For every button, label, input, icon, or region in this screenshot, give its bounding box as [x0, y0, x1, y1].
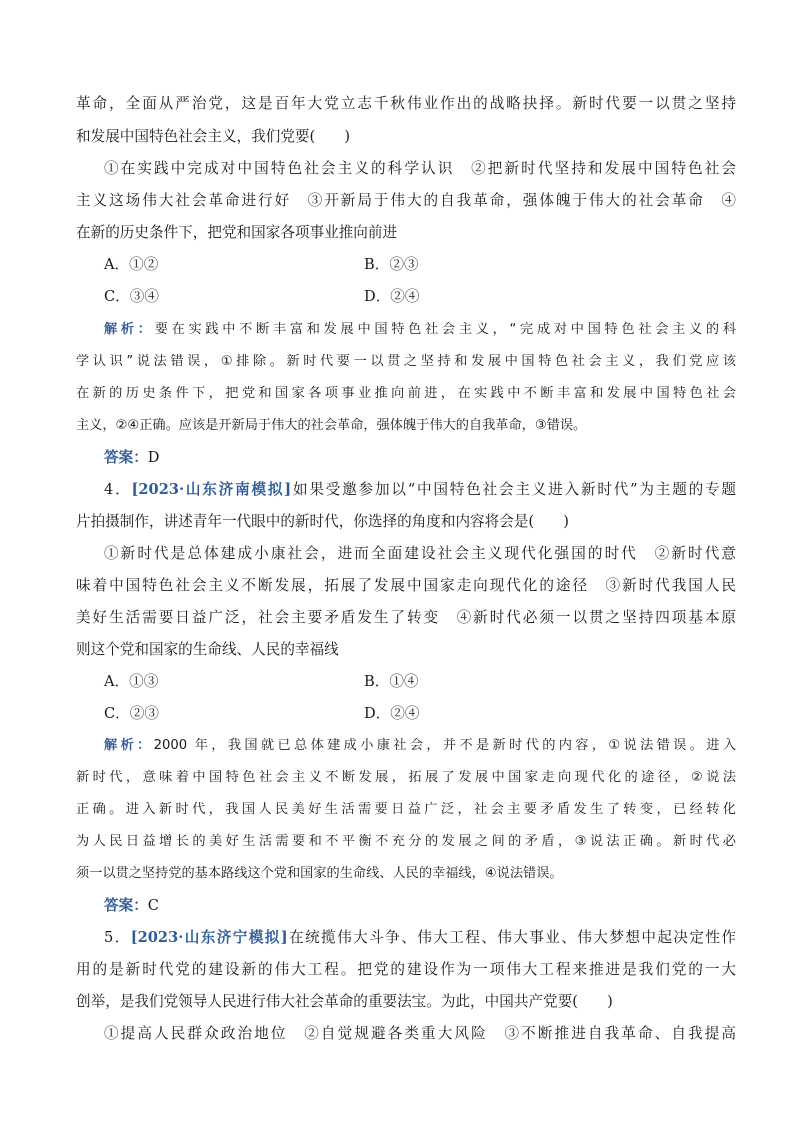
q4-analysis-line: 正确。进入新时代，我国人民美好生活需要日益广泛，社会主要矛盾发生了转变，已经转化: [76, 802, 736, 817]
question-stem: 如果受邀参加以“中国特色社会主义进入新时代”为主题的专题: [291, 481, 736, 498]
q5-items-line: ①提高人民群众政治地位 ②自觉规避各类重大风险 ③不断推进自我革命、自我提高: [104, 1025, 736, 1042]
q3-stem-line: 和发展中国特色社会主义，我们党要( ): [76, 128, 351, 145]
q3-analysis-line: 学认识”说法错误，①排除。新时代要一以贯之坚持和发展中国特色社会主义，我们党应该: [76, 354, 736, 369]
q5-stem-line: 创举，是我们党领导人民进行伟大社会革命的重要法宝。为此，中国共产党要( ): [76, 993, 613, 1010]
analysis-label: 解析：: [104, 322, 155, 337]
analysis-text: 2000 年，我国就已总体建成小康社会，并不是新时代的内容，①说法错误。进入: [153, 738, 736, 753]
q4-items-line: 美好生活需要日益广泛，社会主要矛盾发生了转变 ④新时代必须一以贯之坚持四项基本原: [76, 609, 736, 626]
q5-stem-line: 用的是新时代党的建设新的伟大工程。把党的建设作为一项伟大工程来推进是我们党的一大: [76, 961, 736, 978]
q4-items-line: ①新时代是总体建成小康社会，进而全面建设社会主义现代化强国的时代 ②新时代意: [104, 545, 736, 562]
question-number: 4．: [104, 481, 132, 498]
question-number: 5．: [104, 929, 131, 946]
q3-analysis-line: 在新的历史条件下，把党和国家各项事业推向前进，在实践中不断丰富和发展中国特色社会: [76, 386, 736, 401]
q3-analysis-line: 主义，②④正确。应该是开新局于伟大的社会革命，强体魄于伟大的自我革命，③错误。: [76, 418, 587, 433]
q4-stem-line: [104, 480, 736, 500]
q4-answer: [104, 896, 159, 916]
q3-option-a: A．①②: [104, 256, 159, 273]
q3-option-d: D．②④: [364, 288, 420, 305]
q4-items-line: 则这个党和国家的生命线、人民的幸福线: [76, 641, 339, 658]
q4-analysis-line: 为人民日益增长的美好生活需要和不平衡不充分的发展之间的矛盾，③说法正确。新时代必: [76, 834, 736, 849]
q5-stem-line: [104, 928, 736, 948]
q4-option-c: C．②③: [104, 705, 159, 722]
q3-items-line: 在新的历史条件下，把党和国家各项事业推向前进: [76, 224, 398, 241]
analysis-text: 要在实践中不断丰富和发展中国特色社会主义，“完成对中国特色社会主义的科: [154, 322, 736, 337]
question-stem: 在统揽伟大斗争、伟大工程、伟大事业、伟大梦想中起决定性作: [287, 929, 736, 946]
q3-items-line: 主义这场伟大社会革命进行好 ③开新局于伟大的自我革命，强体魄于伟大的社会革命 ④: [76, 192, 736, 209]
q3-stem-line: 革命，全面从严治党，这是百年大党立志千秋伟业作出的战略抉择。新时代要一以贯之坚持: [76, 95, 736, 112]
answer-value: D: [147, 449, 160, 466]
q3-option-c: C．③④: [104, 288, 159, 305]
q4-stem-line: 片拍摄制作，讲述青年一代眼中的新时代，你选择的角度和内容将会是( ): [76, 513, 569, 530]
q3-items-line: ①在实践中完成对中国特色社会主义的科学认识 ②把新时代坚持和发展中国特色社会: [104, 160, 736, 177]
q4-analysis-line: 新时代，意味着中国特色社会主义不断发展，拓展了发展中国家走向现代化的途径，②说法: [76, 770, 736, 785]
question-source: [2023·山东济南模拟]: [131, 481, 292, 498]
question-source: [2023·山东济宁模拟]: [130, 929, 288, 946]
q4-option-d: D．②④: [364, 705, 420, 722]
answer-label: 答案：: [104, 449, 148, 466]
q4-analysis-line: 须一以贯之坚持党的基本路线这个党和国家的生命线、人民的幸福线，④说法错误。: [76, 866, 563, 881]
q4-items-line: 味着中国特色社会主义不断发展，拓展了发展中国家走向现代化的途径 ③新时代我国人民: [76, 577, 736, 594]
q4-option-a: A．①③: [104, 673, 159, 690]
q4-analysis-line: [104, 736, 736, 756]
answer-value: C: [147, 897, 159, 914]
answer-label: 答案：: [104, 897, 148, 914]
q4-option-b: B．①④: [364, 673, 419, 690]
analysis-label: 解析：: [104, 738, 154, 753]
q3-answer: [104, 448, 160, 468]
q3-option-b: B．②③: [364, 256, 419, 273]
q3-analysis-line: [104, 320, 736, 340]
